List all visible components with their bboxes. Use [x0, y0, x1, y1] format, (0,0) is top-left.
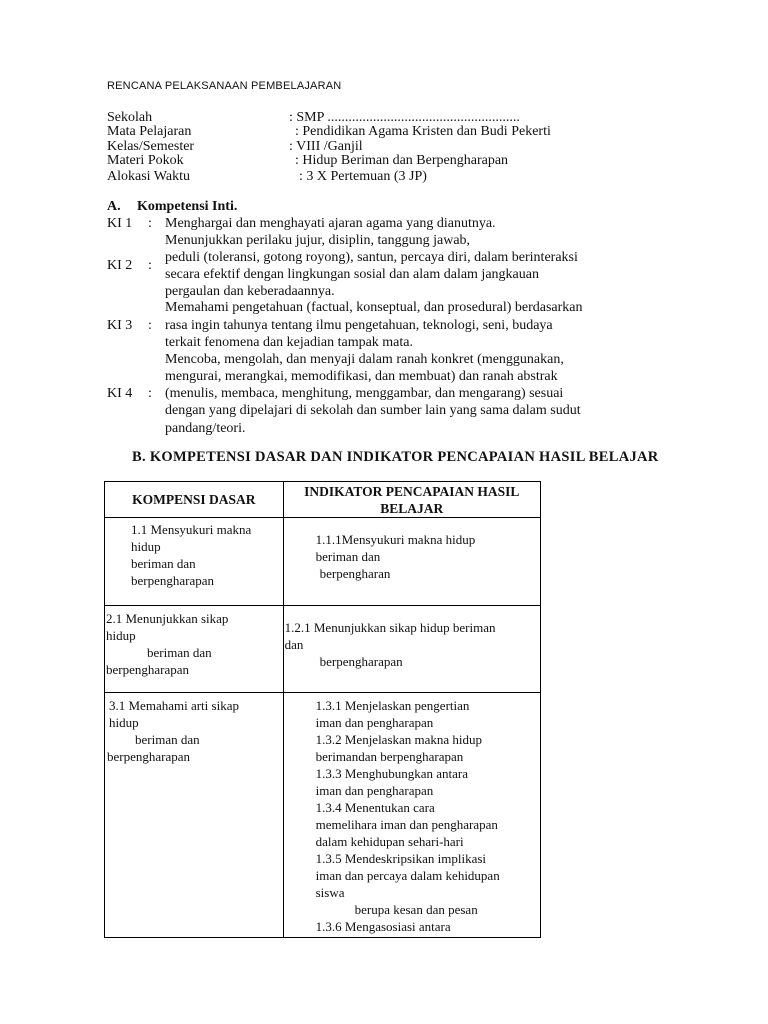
- ki-4-line: mengurai, merangkai, memodifikasi, dan membuat) dan ranah abstrak: [165, 369, 558, 384]
- identity-value: : SMP .......................................................: [289, 110, 520, 125]
- header-indikator-line: BELAJAR: [380, 500, 444, 516]
- ki-3-line: rasa ingin tahunya tentang ilmu pengetahuan, teknologi, seni, budaya: [165, 318, 553, 333]
- header-kd-label: KOMPENSI DASAR: [132, 491, 256, 507]
- document-title: RENCANA PELAKSANAAN PEMBELAJARAN: [107, 80, 342, 92]
- identity-value: : Pendidikan Agama Kristen dan Budi Pekerti: [295, 124, 551, 139]
- indicator-cell: [283, 693, 540, 938]
- indicator-text: siswa: [315, 885, 345, 900]
- ki-4-label: KI 4: [107, 386, 133, 401]
- ki-2-label: KI 2: [107, 258, 133, 273]
- ki-4-line: Mencoba, mengolah, dan menyaji dalam ranah konkret (menggunakan,: [165, 352, 564, 367]
- ki-3-line: terkait fenomena dan kejadian tampak mata.: [165, 335, 414, 350]
- table-row: [105, 693, 541, 938]
- competency-table: [104, 481, 541, 938]
- kd-cell: [105, 693, 284, 938]
- indicator-text: iman dan pengharapan: [315, 783, 434, 798]
- ki-4-line: pandang/teori.: [165, 421, 246, 436]
- section-a-title: Kompetensi Inti.: [137, 199, 238, 214]
- indicator-text: berimandan berpengharapan: [315, 749, 464, 764]
- identity-label: Sekolah: [107, 110, 153, 125]
- indicator-text: dalam kehidupan sehari-hari: [315, 834, 464, 849]
- header-kompetensi-dasar: [105, 482, 284, 518]
- kd-text: 1.1 Mensyukuri makna: [131, 522, 252, 537]
- identity-value: : Hidup Beriman dan Berpengharapan: [295, 153, 509, 168]
- indicator-cell: [283, 606, 540, 693]
- indicator-text: memelihara iman dan pengharapan: [315, 817, 498, 832]
- indicator-text: 1.3.2 Menjelaskan makna hidup: [315, 732, 483, 747]
- ki-4-colon: :: [148, 386, 152, 401]
- ki-4-line: dengan yang dipelajari di sekolah dan sumber lain yang sama dalam sudut: [165, 403, 581, 418]
- identity-label: Alokasi Waktu: [107, 169, 190, 184]
- kd-text: beriman dan: [135, 732, 200, 747]
- kd-cell: [105, 606, 284, 693]
- indicator-text: berpengharan: [319, 566, 391, 581]
- ki-4-line: (menulis, membaca, menghitung, menggambar, dan mengarang) sesuai: [165, 386, 564, 401]
- indicator-text: 1.1.1Mensyukuri makna hidup: [315, 532, 476, 547]
- kd-text: 2.1 Menunjukkan sikap: [106, 611, 229, 626]
- kd-text: hidup: [109, 715, 139, 730]
- indicator-text: 1.3.1 Menjelaskan pengertian: [315, 698, 470, 713]
- kd-text: hidup: [131, 539, 161, 554]
- section-b-heading: B. KOMPETENSI DASAR DAN INDIKATOR PENCAPAIAN HASIL BELAJAR: [132, 449, 659, 465]
- indicator-text: dan: [284, 637, 304, 652]
- indicator-text: 1.3.5 Mendeskripsikan implikasi: [315, 851, 487, 866]
- header-indikator: [283, 482, 540, 518]
- kd-text: beriman dan: [131, 556, 196, 571]
- table-row: [105, 606, 541, 693]
- identity-value: : 3 X Pertemuan (3 JP): [299, 169, 427, 184]
- ki-2-line: Menunjukkan perilaku jujur, disiplin, tanggung jawab,: [165, 233, 471, 248]
- kd-text: berpengharapan: [107, 749, 191, 764]
- kd-cell: [105, 518, 284, 606]
- ki-2-line: pergaulan dan keberadaannya.: [165, 284, 335, 299]
- ki-2-line: peduli (toleransi, gotong royong), santun, percaya diri, dalam berinteraksi: [165, 250, 578, 265]
- section-a-letter: A.: [107, 199, 121, 214]
- ki-1-colon: :: [148, 216, 152, 231]
- indicator-text: iman dan pengharapan: [315, 715, 434, 730]
- ki-3-colon: :: [148, 318, 152, 333]
- indicator-text: 1.2.1 Menunjukkan sikap hidup beriman: [284, 620, 496, 635]
- indicator-cell: [283, 518, 540, 606]
- kd-text: berpengharapan: [131, 573, 215, 588]
- indicator-text: berpengharapan: [319, 654, 403, 669]
- identity-value: : VIII /Ganjil: [289, 139, 363, 154]
- identity-label: Materi Pokok: [107, 153, 184, 168]
- table-row: [105, 518, 541, 606]
- indicator-text: berupa kesan dan pesan: [354, 902, 478, 917]
- identity-label: Kelas/Semester: [107, 139, 195, 154]
- indicator-text: 1.3.6 Mengasosiasi antara: [315, 919, 451, 934]
- header-indikator-line: INDIKATOR PENCAPAIAN HASIL: [304, 483, 520, 499]
- ki-2-colon: :: [148, 258, 152, 273]
- kd-text: beriman dan: [147, 645, 212, 660]
- indicator-text: 1.3.4 Menentukan cara: [315, 800, 435, 815]
- kd-text: 3.1 Memahami arti sikap: [109, 698, 239, 713]
- section-a-heading: [107, 199, 237, 215]
- ki-1-line: Menghargai dan menghayati ajaran agama yang dianutnya.: [165, 216, 496, 231]
- indicator-text: iman dan percaya dalam kehidupan: [315, 868, 500, 883]
- table-header-row: [105, 482, 541, 518]
- ki-2-line: secara efektif dengan lingkungan sosial dan alam dalam jangkauan: [165, 267, 539, 282]
- indicator-text: beriman dan: [315, 549, 381, 564]
- indicator-text: 1.3.3 Menghubungkan antara: [315, 766, 468, 781]
- ki-3-label: KI 3: [107, 318, 133, 333]
- kd-text: berpengharapan: [106, 662, 190, 677]
- ki-3-line: Memahami pengetahuan (factual, konseptual, dan prosedural) berdasarkan: [165, 300, 583, 315]
- kd-text: hidup: [106, 628, 136, 643]
- ki-1-label: KI 1: [107, 216, 133, 231]
- identity-label: Mata Pelajaran: [107, 124, 192, 139]
